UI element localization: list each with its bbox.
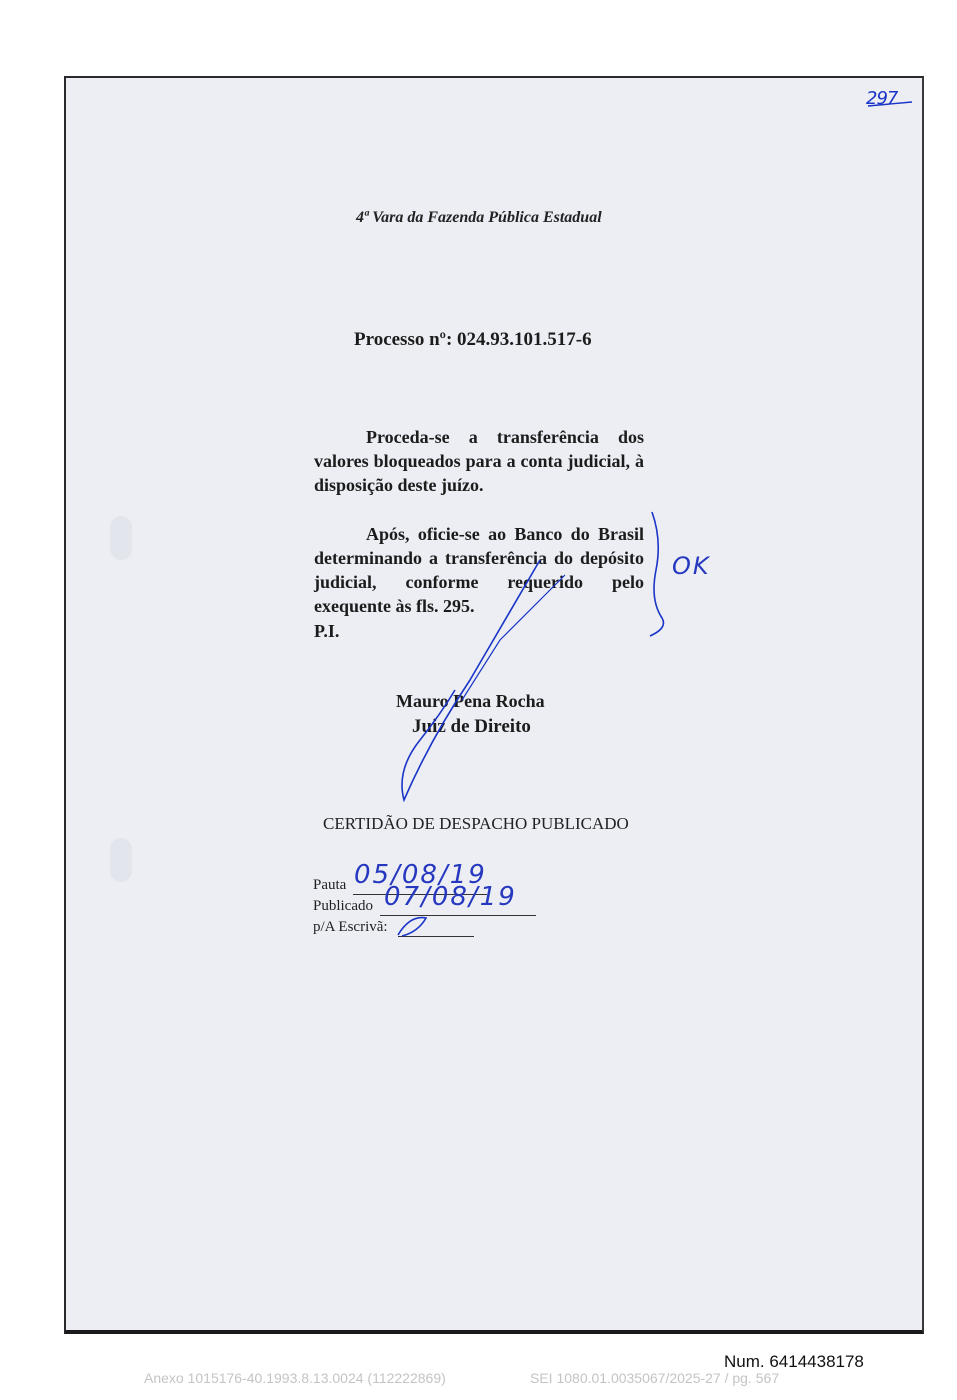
- page-stamp-underline: [868, 102, 912, 106]
- pauta-handwritten-date: 05/08/19: [354, 860, 487, 890]
- escriva-signature: [398, 918, 426, 936]
- margin-bracket: [650, 512, 664, 636]
- pauta-label: Pauta: [313, 877, 347, 893]
- handwritten-ok-note: OK: [672, 552, 711, 580]
- court-name: 4ª Vara da Fazenda Pública Estadual: [356, 209, 602, 226]
- annex-reference: Anexo 1015176-40.1993.8.13.0024 (112222869): [144, 1370, 446, 1386]
- signer-role: Juiz de Direito: [412, 716, 531, 737]
- escriva-label: p/A Escrivã:: [313, 919, 388, 935]
- order-paragraph-1: Proceda-se a transferência dos valores bloqueados para a conta judicial, à disposição deste juízo.: [314, 427, 644, 495]
- publish-intimate: P.I.: [314, 621, 340, 641]
- document-number: Num. 6414438178: [724, 1352, 864, 1371]
- sei-reference: SEI 1080.01.0035067/2025-27 / pg. 567: [530, 1370, 780, 1386]
- certidao-title: CERTIDÃO DE DESPACHO PUBLICADO: [323, 814, 629, 833]
- signer-name: Mauro Pena Rocha: [396, 691, 545, 711]
- page-stamp: 297: [866, 88, 898, 109]
- order-paragraph-2: Após, oficie-se ao Banco do Brasil determinando a transferência do depósito judicial, conforme requerido pelo exequente às fls. 295.: [314, 524, 644, 616]
- publicado-handwritten-date: 07/08/19: [384, 882, 517, 912]
- process-number: Processo nº: 024.93.101.517-6: [354, 329, 592, 350]
- signature-stroke-2: [462, 575, 565, 700]
- publicado-label: Publicado: [313, 898, 373, 914]
- signature-stroke: [402, 560, 540, 800]
